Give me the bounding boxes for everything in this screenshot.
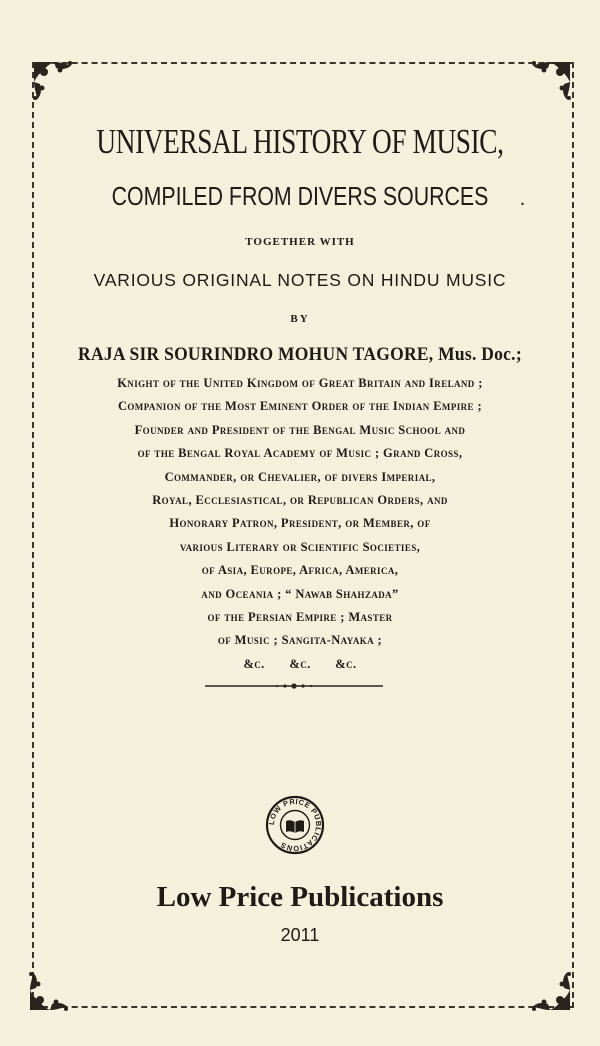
publication-year: 2011 (280, 925, 320, 945)
ornamental-rule-icon (205, 683, 383, 689)
credit-line: Honorary Patron, President, or Member, of (169, 516, 431, 531)
credit-line: of Music ; Sangita-Nayaka ; (217, 633, 383, 648)
corner-ornament-icon (522, 58, 574, 110)
subtitle-dot: . (520, 188, 525, 210)
credit-line: various Literary or Scientific Societies, (179, 539, 421, 554)
seal-text: LOW PRICE PUBLICATIONS (266, 796, 324, 854)
credit-line: Knight of the United Kingdom of Great Britain and Ireland ; (117, 376, 483, 390)
book-subtitle: COMPILED FROM DIVERS SOURCES (111, 181, 489, 211)
credit-line: of the Bengal Royal Academy of Music ; Grand Cross, (137, 446, 463, 461)
by-line: BY (290, 313, 310, 325)
author-credits (0, 372, 600, 676)
publisher-seal-icon (265, 795, 325, 855)
various-notes-line: VARIOUS ORIGINAL NOTES ON HINDU MUSIC (93, 270, 507, 290)
credit-line: and Oceania ; “ Nawab Shahzada” (201, 586, 399, 601)
together-with-line: TOGETHER WITH (245, 236, 355, 248)
corner-ornament-icon (30, 58, 82, 110)
book-title: UNIVERSAL HISTORY OF MUSIC, (96, 122, 504, 161)
credit-line: Founder and President of the Bengal Music School and (134, 422, 466, 437)
corner-ornament-icon (26, 962, 78, 1014)
publisher-name: Low Price Publications (156, 881, 444, 913)
corner-ornament-icon (522, 962, 574, 1014)
credit-line: of the Persian Empire ; Master (207, 610, 393, 625)
credit-line: of Asia, Europe, Africa, America, (201, 563, 399, 578)
credit-line: &c. &c. &c. (243, 656, 357, 671)
credit-line: Commander, or Chevalier, of divers Imperial, (164, 469, 436, 484)
credit-line: Royal, Ecclesiastical, or Republican Orders, and (152, 493, 448, 508)
credit-line: Companion of the Most Eminent Order of the Indian Empire ; (117, 399, 483, 414)
author-name: RAJA SIR SOURINDRO MOHUN TAGORE, Mus. Doc.; (78, 344, 522, 365)
